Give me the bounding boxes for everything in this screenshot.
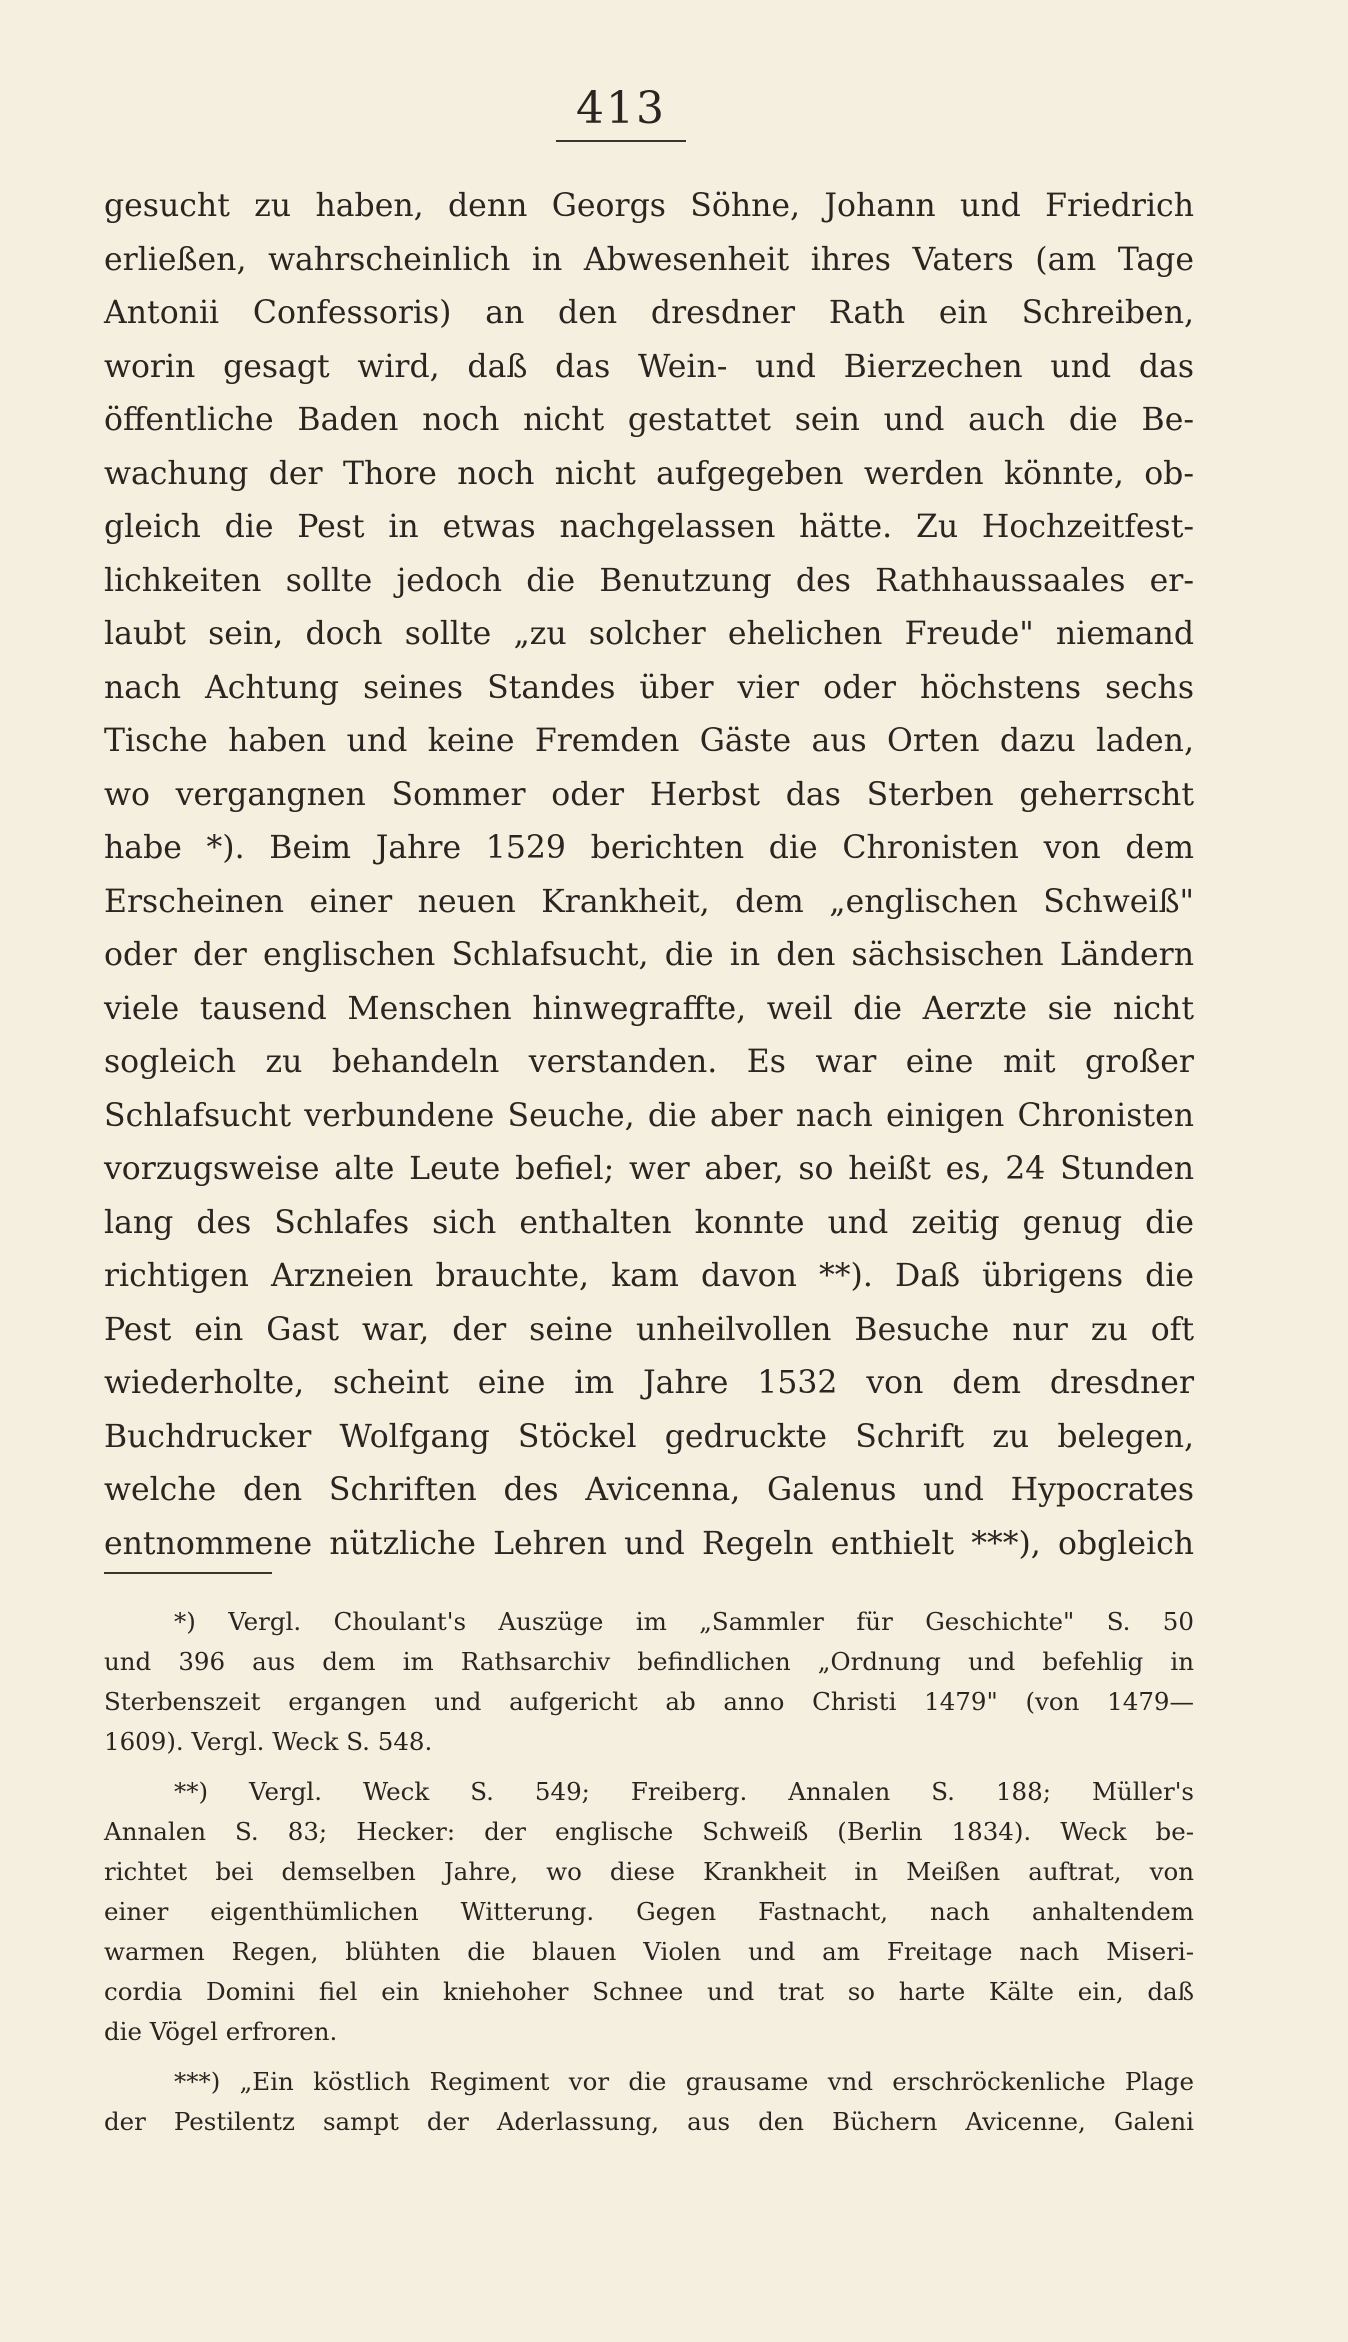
body-line: erließen, wahrscheinlich in Abwesenheit ihres Vaters (am Tage [104,241,1194,278]
body-line: wiederholte, scheint eine im Jahre 1532 von dem dresdner [104,1365,1194,1401]
body-line: Schlafsucht verbundene Seuche, die aber nach einigen Chronisten [104,1097,1194,1134]
body-line: entnommene nützliche Lehren und Regeln enthielt ***), obgleich [104,1525,1194,1562]
footnote-line: warmen Regen, blühten die blauen Violen und am Freitage nach Miseri- [104,1937,1194,1966]
footnote-line: cordia Domini fiel ein kniehoher Schnee und trat so harte Kälte ein, daß [104,1977,1194,2006]
body-line: habe *). Beim Jahre 1529 berichten die Chronisten von dem [104,830,1194,866]
body-line: sogleich zu behandeln verstanden. Es war eine mit großer [104,1044,1194,1080]
footnote-separator [104,1572,272,1574]
body-line: lang des Schlafes sich enthalten konnte und zeitig genug die [104,1204,1194,1241]
body-line: viele tausend Menschen hinwegraffte, weil die Aerzte sie nicht [104,990,1194,1027]
body-line: Tische haben und keine Fremden Gäste aus Orten dazu laden, [104,723,1194,759]
footnote-line: und 396 aus dem im Rathsarchiv befindlichen „Ordnung und befehlig in [104,1647,1194,1676]
footnote-line: ***) „Ein köstlich Regiment vor die grausame vnd erschröckenliche Plage [174,2067,1194,2096]
footnote-line: Sterbenszeit ergangen und aufgericht ab anno Christi 1479" (von 1479— [104,1687,1194,1716]
footnote-line: richtet bei demselben Jahre, wo diese Krankheit in Meißen auftrat, von [104,1857,1194,1886]
footnote-line: **) Vergl. Weck S. 549; Freiberg. Annalen S. 188; Müller's [174,1777,1194,1806]
footnote-line: Annalen S. 83; Hecker: der englische Schweiß (Berlin 1834). Weck be- [104,1817,1194,1846]
footnotes [104,1602,1194,2152]
body-line: nach Achtung seines Standes über vier oder höchstens sechs [104,669,1194,706]
body-line: wo vergangnen Sommer oder Herbst das Sterben geherrscht [104,776,1194,813]
body-line: gesucht zu haben, denn Georgs Söhne, Johann und Friedrich [104,188,1194,224]
body-line: gleich die Pest in etwas nachgelassen hätte. Zu Hochzeitfest- [104,509,1194,545]
body-text [104,180,1194,1571]
body-line: laubt sein, doch sollte „zu solcher ehelichen Freude" niemand [104,616,1194,652]
body-line: worin gesagt wird, daß das Wein- und Bierzechen und das [104,348,1194,385]
body-line: Erscheinen einer neuen Krankheit, dem „englischen Schweiß" [104,883,1194,920]
page-number-rule [556,140,686,142]
body-line: Antonii Confessoris) an den dresdner Rath ein Schreiben, [104,295,1194,331]
footnote-line: die Vögel erfroren. [104,2017,338,2046]
body-line: lichkeiten sollte jedoch die Benutzung des Rathhaussaales er- [104,562,1194,599]
body-line: wachung der Thore noch nicht aufgegeben werden könnte, ob- [104,455,1194,492]
footnote-line: *) Vergl. Choulant's Auszüge im „Sammler für Geschichte" S. 50 [174,1607,1194,1636]
body-line: Buchdrucker Wolfgang Stöckel gedruckte Schrift zu belegen, [104,1418,1194,1455]
body-line: Pest ein Gast war, der seine unheilvollen Besuche nur zu oft [104,1311,1194,1348]
body-line: richtigen Arzneien brauchte, kam davon **). Daß übrigens die [104,1258,1194,1294]
footnote-line: der Pestilentz sampt der Aderlassung, aus den Büchern Avicenne, Galeni [104,2107,1194,2136]
footnote-2 [104,1772,1194,2052]
footnote-line: 1609). Vergl. Weck S. 548. [104,1727,433,1756]
footnote-1 [104,1602,1194,1762]
body-line: öffentliche Baden noch nicht gestattet sein und auch die Be- [104,402,1194,438]
body-line: welche den Schriften des Avicenna, Galenus und Hypocrates [104,1472,1194,1508]
body-line: oder der englischen Schlafsucht, die in den sächsischen Ländern [104,937,1194,973]
footnote-line: einer eigenthümlichen Witterung. Gegen Fastnacht, nach anhaltendem [104,1897,1194,1926]
page-number: 413 [576,83,666,134]
body-line: vorzugsweise alte Leute befiel; wer aber, so heißt es, 24 Stunden [104,1151,1194,1187]
footnote-3 [104,2062,1194,2142]
